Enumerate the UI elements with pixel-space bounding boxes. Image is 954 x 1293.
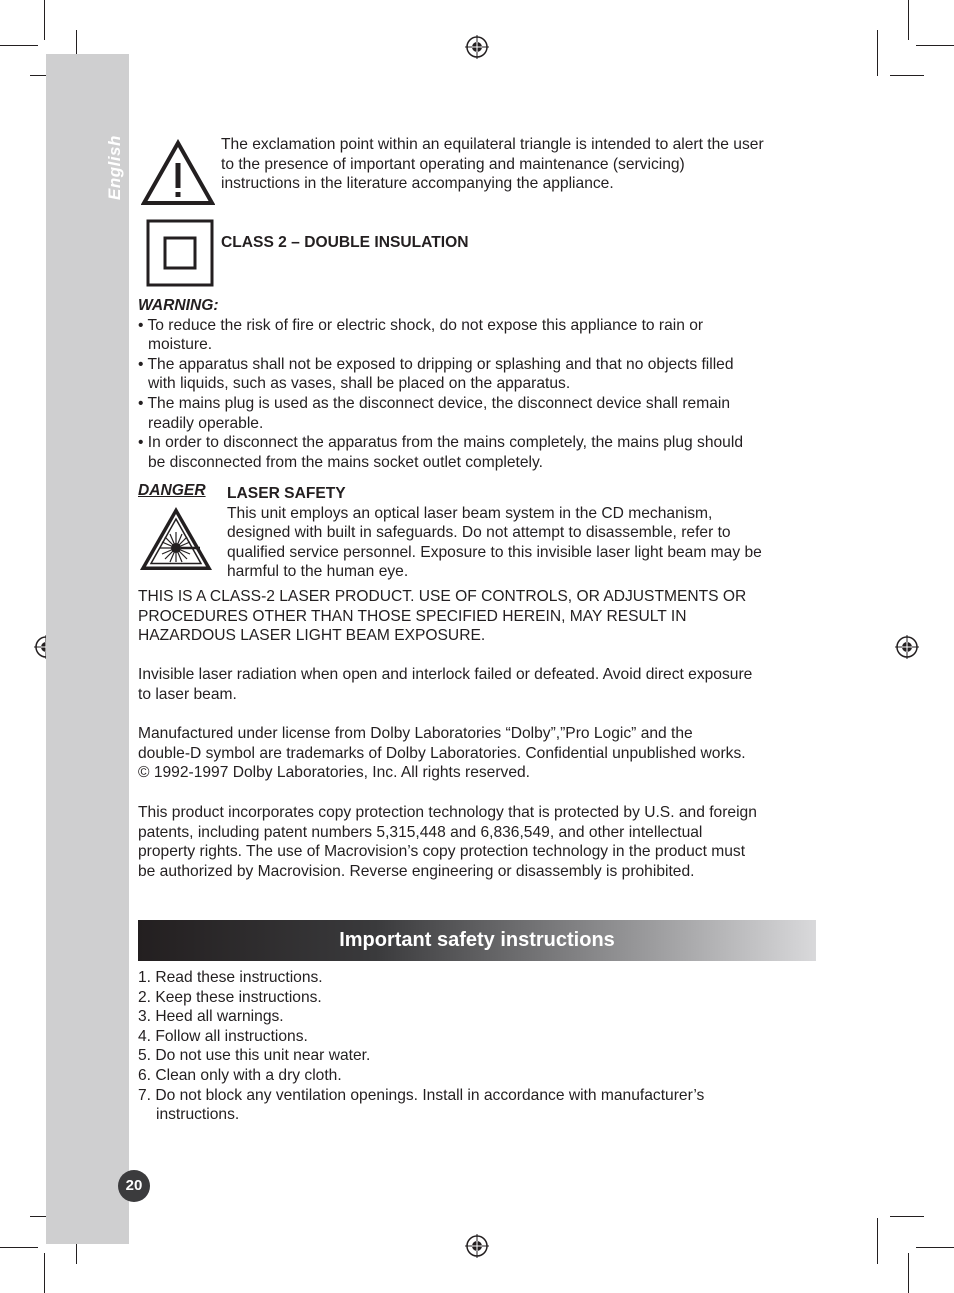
registration-mark-icon bbox=[465, 1234, 489, 1258]
laser-safety-title: LASER SAFETY bbox=[227, 485, 346, 502]
registration-mark-icon bbox=[895, 635, 919, 659]
list-item: 4. Follow all instructions. bbox=[138, 1027, 308, 1045]
safety-instructions-list bbox=[138, 968, 828, 1125]
exclamation-description: The exclamation point within an equilateral triangle is intended to alert the user to the presence of important operating and maintenance (servicing) instructions in the literature accompanying the appliance. bbox=[221, 136, 764, 193]
warning-section bbox=[138, 296, 818, 472]
registration-mark-icon bbox=[465, 35, 489, 59]
list-item: 3. Heed all warnings. bbox=[138, 1008, 284, 1026]
list-item: 2. Keep these instructions. bbox=[138, 988, 322, 1006]
paragraph-dolby: Manufactured under license from Dolby Laboratories “Dolby”,”Pro Logic” and the double-D symbol are trademarks of Dolby Laboratories. Confidential unpublished works. © 1992-1997 Dolby Laboratories, Inc. All rights reserved. bbox=[138, 725, 746, 782]
exclamation-triangle-icon bbox=[141, 139, 215, 207]
warning-title: WARNING: bbox=[138, 297, 219, 314]
laser-safety-section: LASER SAFETY This unit employs an optical laser beam system in the CD mechanism, designed with built in safeguards. Do not attempt to disassemble, refer to qualified service personnel. Exposure to this invisible laser light beam may be harmful to the human eye. bbox=[227, 484, 827, 582]
list-item: 7. Do not block any ventilation openings. Install in accordance with manufacturer’s instructions. bbox=[138, 1086, 705, 1124]
paragraph-class2-laser: THIS IS A CLASS-2 LASER PRODUCT. USE OF CONTROLS, OR ADJUSTMENTS OR PROCEDURES OTHER THAN THOSE SPECIFIED HEREIN, MAY RESULT IN HAZARDOUS LASER LIGHT BEAM EXPOSURE. bbox=[138, 588, 747, 645]
double-insulation-square-icon bbox=[146, 219, 214, 287]
list-item: 6. Clean only with a dry cloth. bbox=[138, 1066, 342, 1084]
paragraph-macrovision: This product incorporates copy protection technology that is protected by U.S. and foreign patents, including patent numbers 5,315,448 and 6,836,549, and other intellectual property rights. The use of Macrovision’s copy protection technology in the product must be authorized by Macrovision. Reverse engineering or disassembly is prohibited. bbox=[138, 804, 757, 880]
list-item: • To reduce the risk of fire or electric shock, do not expose this appliance to rain or moisture. bbox=[138, 316, 704, 354]
list-item: • In order to disconnect the apparatus from the mains completely, the mains plug should be disconnected from the mains socket outlet completely. bbox=[138, 434, 743, 471]
danger-label: DANGER bbox=[138, 482, 206, 499]
laser-warning-triangle-icon bbox=[138, 505, 214, 572]
language-label bbox=[100, 170, 130, 200]
list-item: • The apparatus shall not be exposed to dripping or splashing and that no objects filled with liquids, such as vases, shall be placed on the apparatus. bbox=[138, 355, 734, 393]
class2-title: CLASS 2 – DOUBLE INSULATION bbox=[221, 234, 469, 251]
list-item: 1. Read these instructions. bbox=[138, 969, 323, 986]
safety-heading-banner: Important safety instructions bbox=[138, 920, 816, 961]
page-number: 20 bbox=[118, 1170, 150, 1202]
page-sidebar bbox=[46, 54, 129, 1244]
list-item: • The mains plug is used as the disconnect device, the disconnect device shall remain readily operable. bbox=[138, 394, 730, 432]
list-item: 5. Do not use this unit near water. bbox=[138, 1047, 371, 1065]
paragraph-invisible-radiation: Invisible laser radiation when open and interlock failed or defeated. Avoid direct exposure to laser beam. bbox=[138, 666, 753, 703]
